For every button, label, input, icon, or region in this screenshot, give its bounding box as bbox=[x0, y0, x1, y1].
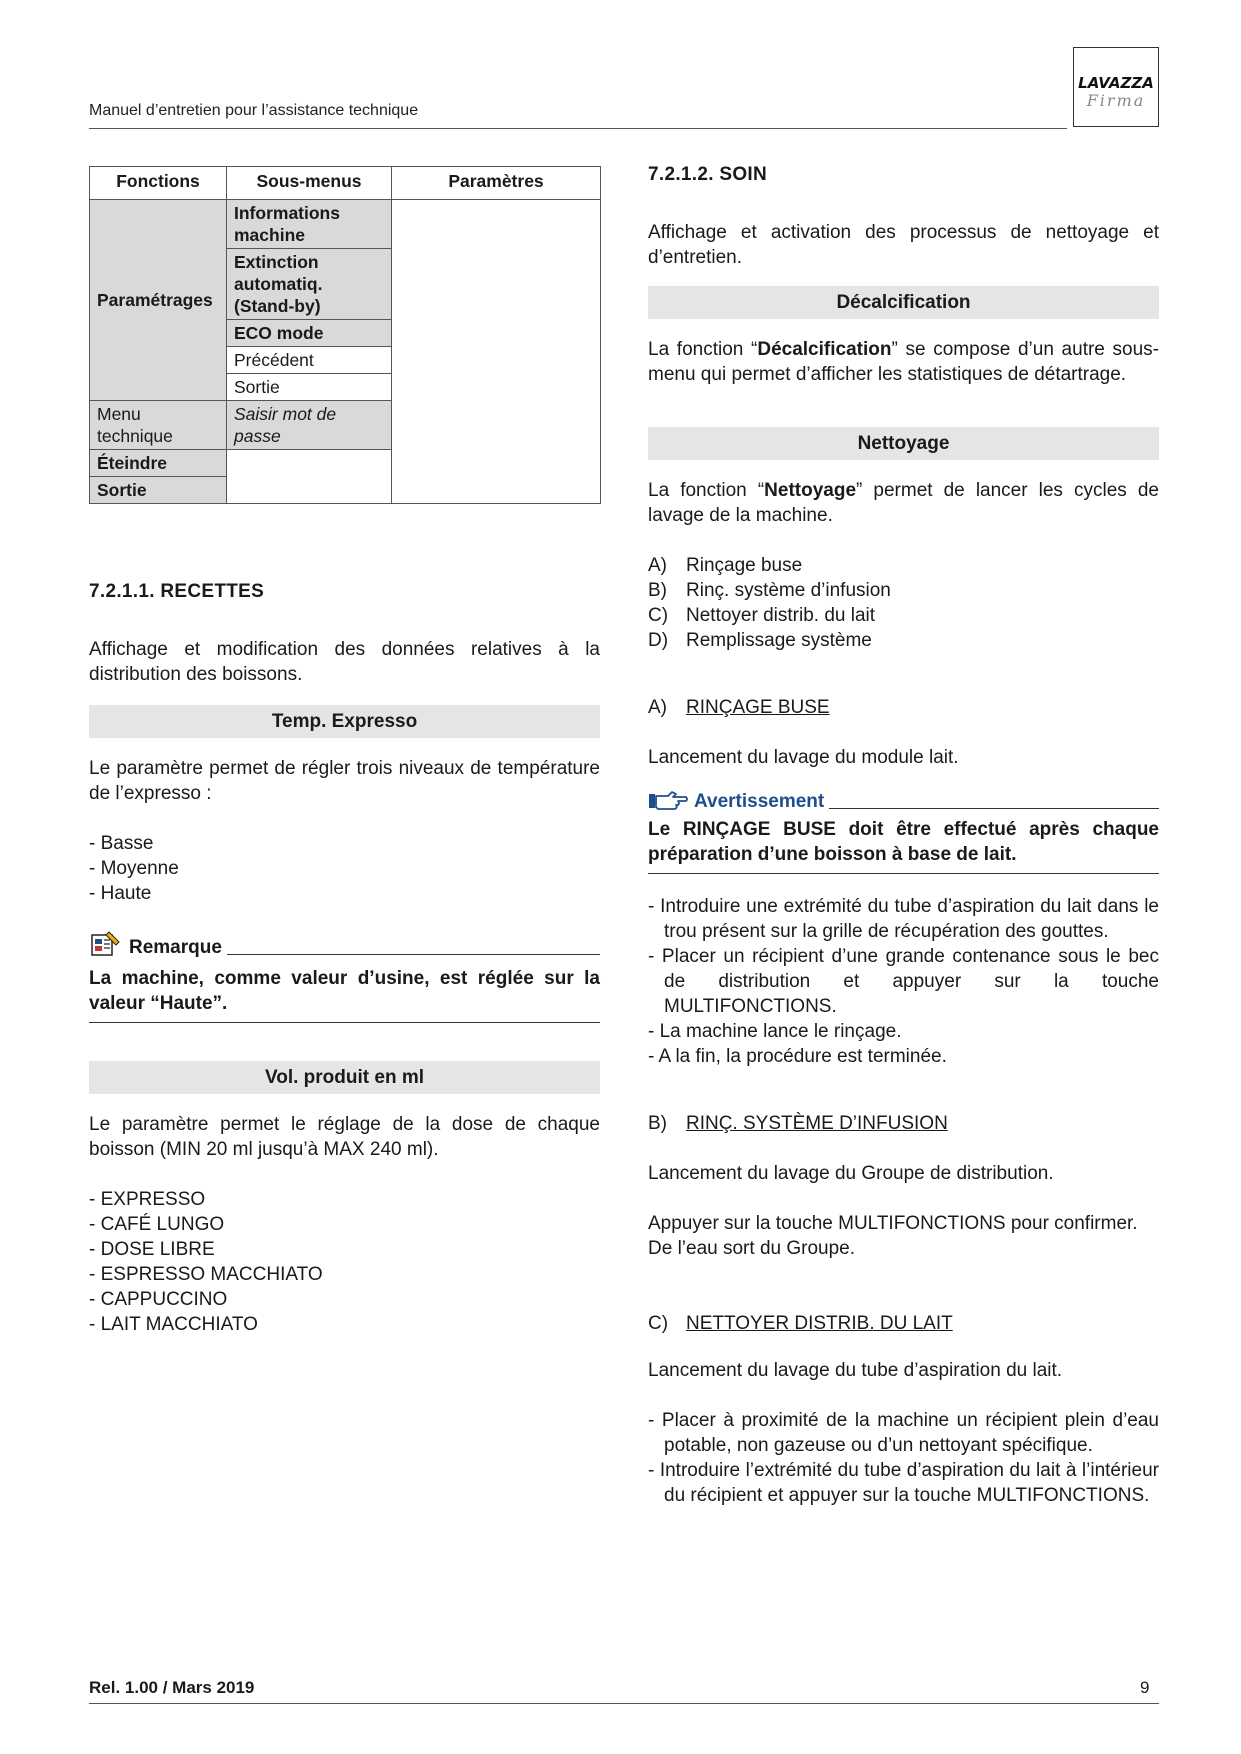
list-item: - Haute bbox=[89, 883, 152, 904]
avertissement-rule bbox=[829, 808, 1159, 809]
recettes-heading: 7.2.1.1. RECETTES bbox=[89, 581, 265, 602]
parameters-cell bbox=[392, 200, 601, 504]
temp-expresso-band: Temp. Expresso bbox=[89, 705, 600, 738]
submenu-cell: Informations machine bbox=[227, 200, 392, 249]
temp-expresso-text: Le paramètre permet de régler trois niveaux de température de l’expresso : bbox=[89, 758, 600, 804]
recettes-intro: Affichage et modification des données relatives à la distribution des boissons. bbox=[89, 639, 600, 685]
rincage-buse-text: Lancement du lavage du module lait. bbox=[648, 747, 959, 768]
drinks-list bbox=[89, 1187, 600, 1337]
list-item: - Placer à proximité de la machine un récipient plein d’eau potable, non gazeuse ou d’un nettoyant spécifique. bbox=[648, 1410, 1159, 1456]
list-item: A) Rinçage buse bbox=[648, 555, 803, 576]
logo-wordmark: LAVAZZA bbox=[1078, 74, 1154, 92]
submenu-cell: Extinction automatiq. (Stand-by) bbox=[227, 249, 392, 320]
submenu-cell: Sortie bbox=[227, 374, 392, 401]
avertissement-header bbox=[648, 784, 1159, 814]
rinc-systeme-confirm: Appuyer sur la touche MULTIFONCTIONS pour confirmer. bbox=[648, 1213, 1138, 1234]
soin-heading: 7.2.1.2. SOIN bbox=[648, 164, 768, 185]
remarque-title: Remarque bbox=[129, 937, 222, 958]
list-item: - DOSE LIBRE bbox=[89, 1239, 215, 1260]
document-header-title: Manuel d’entretien pour l’assistance technique bbox=[89, 102, 419, 119]
brand-logo bbox=[1073, 47, 1159, 127]
table-header-row bbox=[90, 167, 601, 200]
vol-produit-band: Vol. produit en ml bbox=[89, 1061, 600, 1094]
table-header: Paramètres bbox=[392, 167, 601, 200]
rinc-systeme-heading: B) RINÇ. SYSTÈME D’INFUSION bbox=[648, 1113, 948, 1134]
nettoyage-text: La fonction “Nettoyage” permet de lancer les cycles de lavage de la machine. bbox=[648, 480, 1159, 526]
nettoyage-band: Nettoyage bbox=[648, 427, 1159, 460]
functions-table bbox=[89, 166, 601, 504]
list-item: D) Remplissage système bbox=[648, 630, 872, 651]
avertissement-text: Le RINÇAGE BUSE doit être effectué après chaque préparation d’une boisson à base de lait. bbox=[648, 817, 1159, 874]
list-item: - LAIT MACCHIATO bbox=[89, 1314, 258, 1335]
list-item: C) Nettoyer distrib. du lait bbox=[648, 605, 876, 626]
list-item: - CAFÉ LUNGO bbox=[89, 1214, 225, 1235]
table-header: Sous-menus bbox=[227, 167, 392, 200]
vol-produit-text: Le paramètre permet le réglage de la dose de chaque boisson (MIN 20 ml jusqu’à MAX 240 ml). bbox=[89, 1114, 600, 1160]
submenu-cell: Saisir mot de passe bbox=[227, 401, 392, 450]
list-item: - Introduire l’extrémité du tube d’aspiration du lait à l’intérieur du récipient et appuyer sur la touche MULTIFONCTIONS. bbox=[648, 1460, 1159, 1506]
avertissement-title: Avertissement bbox=[694, 791, 825, 812]
remarque-text: La machine, comme valeur d’usine, est réglée sur la valeur “Haute”. bbox=[89, 966, 600, 1023]
left-column bbox=[89, 579, 600, 1337]
list-item: - EXPRESSO bbox=[89, 1189, 206, 1210]
rinc-systeme-text: Lancement du lavage du Groupe de distribution. bbox=[648, 1163, 1054, 1184]
page-number: 9 bbox=[1140, 1678, 1150, 1697]
header-rule bbox=[89, 128, 1067, 129]
rinc-systeme-result: De l’eau sort du Groupe. bbox=[648, 1238, 856, 1259]
list-item: - La machine lance le rinçage. bbox=[648, 1021, 902, 1042]
nettoyer-lait-steps bbox=[648, 1408, 1159, 1508]
list-item: - CAPPUCCINO bbox=[89, 1289, 228, 1310]
function-cell: Sortie bbox=[90, 477, 227, 504]
remarque-header bbox=[89, 930, 600, 960]
pointing-hand-icon bbox=[648, 788, 694, 814]
release-label: Rel. 1.00 / Mars 2019 bbox=[89, 1678, 255, 1697]
footer-rule bbox=[89, 1703, 1159, 1704]
submenu-cell bbox=[227, 450, 392, 504]
cycles-list bbox=[648, 553, 1159, 653]
nettoyer-lait-text: Lancement du lavage du tube d’aspiration du lait. bbox=[648, 1360, 1063, 1381]
decalcification-band: Décalcification bbox=[648, 286, 1159, 319]
list-item: - Basse bbox=[89, 833, 154, 854]
table-header: Fonctions bbox=[90, 167, 227, 200]
list-item: - Introduire une extrémité du tube d’aspiration du lait dans le trou présent sur la grille de récupération des gouttes. bbox=[648, 896, 1159, 942]
list-item: - ESPRESSO MACCHIATO bbox=[89, 1264, 323, 1285]
list-item: - Placer un récipient d’une grande contenance sous le bec de distribution et appuyer sur la touche MULTIFONCTIONS. bbox=[648, 946, 1159, 1017]
list-item: - A la fin, la procédure est terminée. bbox=[648, 1046, 947, 1067]
submenu-cell: ECO mode bbox=[227, 320, 392, 347]
rincage-buse-heading: A) RINÇAGE BUSE bbox=[648, 697, 830, 718]
function-cell: Éteindre bbox=[90, 450, 227, 477]
remarque-rule bbox=[227, 954, 600, 955]
note-icon bbox=[89, 930, 129, 960]
function-cell: Paramétrages bbox=[90, 200, 227, 401]
rincage-buse-steps bbox=[648, 894, 1159, 1069]
list-item: B) Rinç. système d’infusion bbox=[648, 580, 891, 601]
soin-intro: Affichage et activation des processus de nettoyage et d’entretien. bbox=[648, 222, 1159, 268]
function-cell: Menu technique bbox=[90, 401, 227, 450]
decalcification-text: La fonction “Décalcification” se compose d’un autre sous-menu qui permet d’afficher les statistiques de détartrage. bbox=[648, 339, 1159, 385]
temp-levels-list bbox=[89, 831, 600, 906]
right-column bbox=[648, 162, 1159, 1508]
submenu-cell: Précédent bbox=[227, 347, 392, 374]
table-row bbox=[90, 200, 601, 249]
nettoyer-lait-heading: C) NETTOYER DISTRIB. DU LAIT bbox=[648, 1313, 953, 1334]
logo-subtitle: Firma bbox=[1086, 91, 1146, 110]
list-item: - Moyenne bbox=[89, 858, 179, 879]
